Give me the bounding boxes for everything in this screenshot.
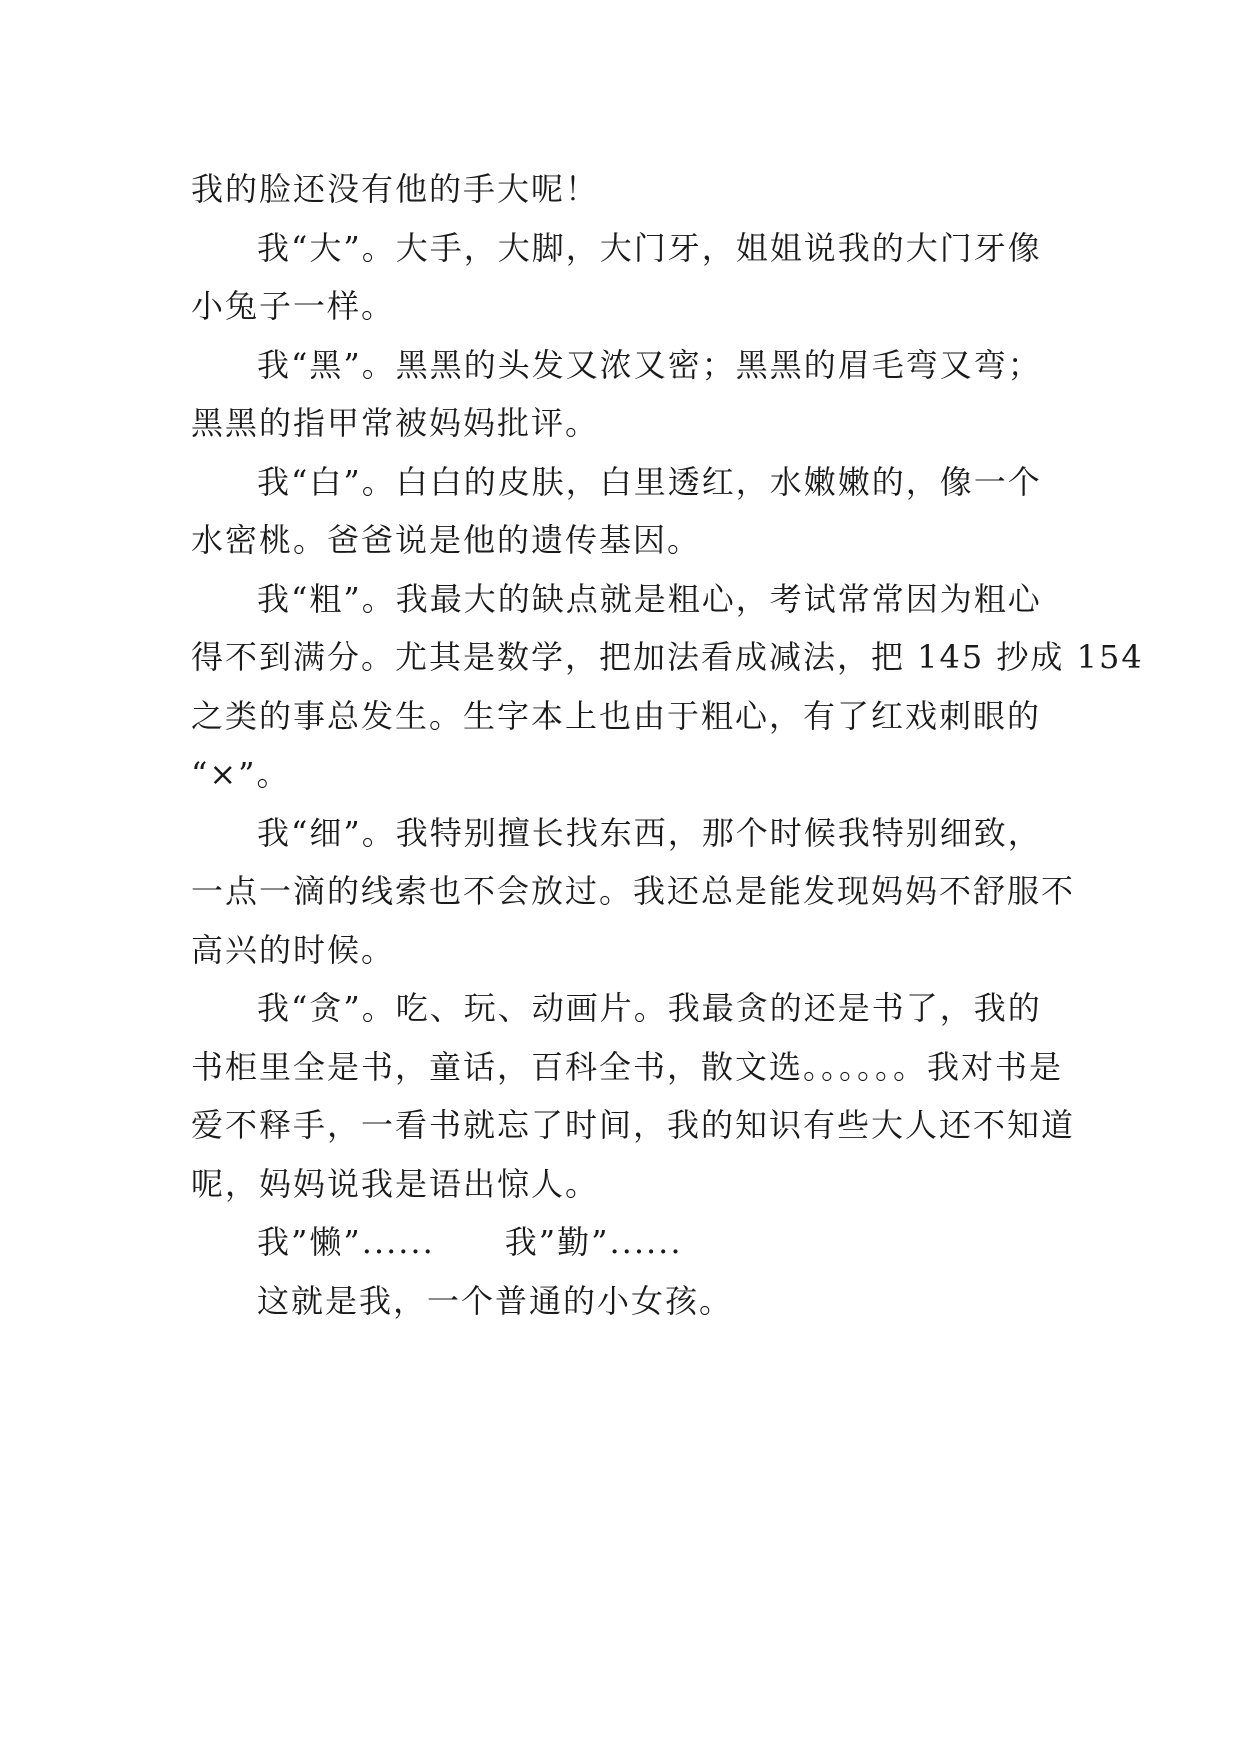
paragraph-line: 我“贪”。吃、玩、动画片。我最贪的还是书了，我的 [257,989,1042,1027]
paragraph-line: 黑黑的指甲常被妈妈批评。 [191,404,600,442]
paragraph-line: “×”。 [191,755,291,793]
paragraph-line: 我“大”。大手，大脚，大门牙，姐姐说我的大门牙像 [257,228,1042,267]
paragraph-line: 这就是我，一个普通的小女孩。 [257,1281,734,1320]
paragraph-line: 小兔子一样。 [191,287,396,325]
paragraph-line: 我“粗”。我最大的缺点就是粗心，考试常常因为粗心 [257,579,1042,618]
paragraph-line: 高兴的时候。 [191,930,396,969]
paragraph-line: 一点一滴的线索也不会放过。我还总是能发现妈妈不舒服不 [191,872,1076,910]
paragraph-line: 我“黑”。黑黑的头发又浓又密；黑黑的眉毛弯又弯； [257,345,1042,384]
paragraph-line: 之类的事总发生。生字本上也由于粗心，有了红戏刺眼的 [191,696,1042,735]
paragraph-line: 书柜里全是书，童话，百科全书，散文选。。。。。。我对书是 [191,1047,1064,1086]
paragraph-line: 得不到满分。尤其是数学，把加法看成减法，把 145 抄成 154 [191,638,1144,676]
diligent-phrase: 我”勤”...... [504,1223,683,1261]
paragraph-line: 我的脸还没有他的手大呢！ [191,170,600,208]
lazy-phrase: 我”懒”...... [257,1223,435,1261]
essay-body [191,160,1144,1330]
paragraph-line [191,1213,1051,1272]
paragraph-line: 水密桃。爸爸说是他的遗传基因。 [191,521,702,559]
paragraph-line: 爱不释手，一看书就忘了时间，我的知识有些大人还不知道 [191,1106,1076,1144]
paragraph-line: 我“白”。白白的皮肤，白里透红，水嫩嫩的，像一个 [257,462,1042,501]
paragraph-line: 呢，妈妈说我是语出惊人。 [191,1164,600,1203]
paragraph-line: 我“细”。我特别擅长找东西，那个时候我特别细致， [257,813,1042,852]
